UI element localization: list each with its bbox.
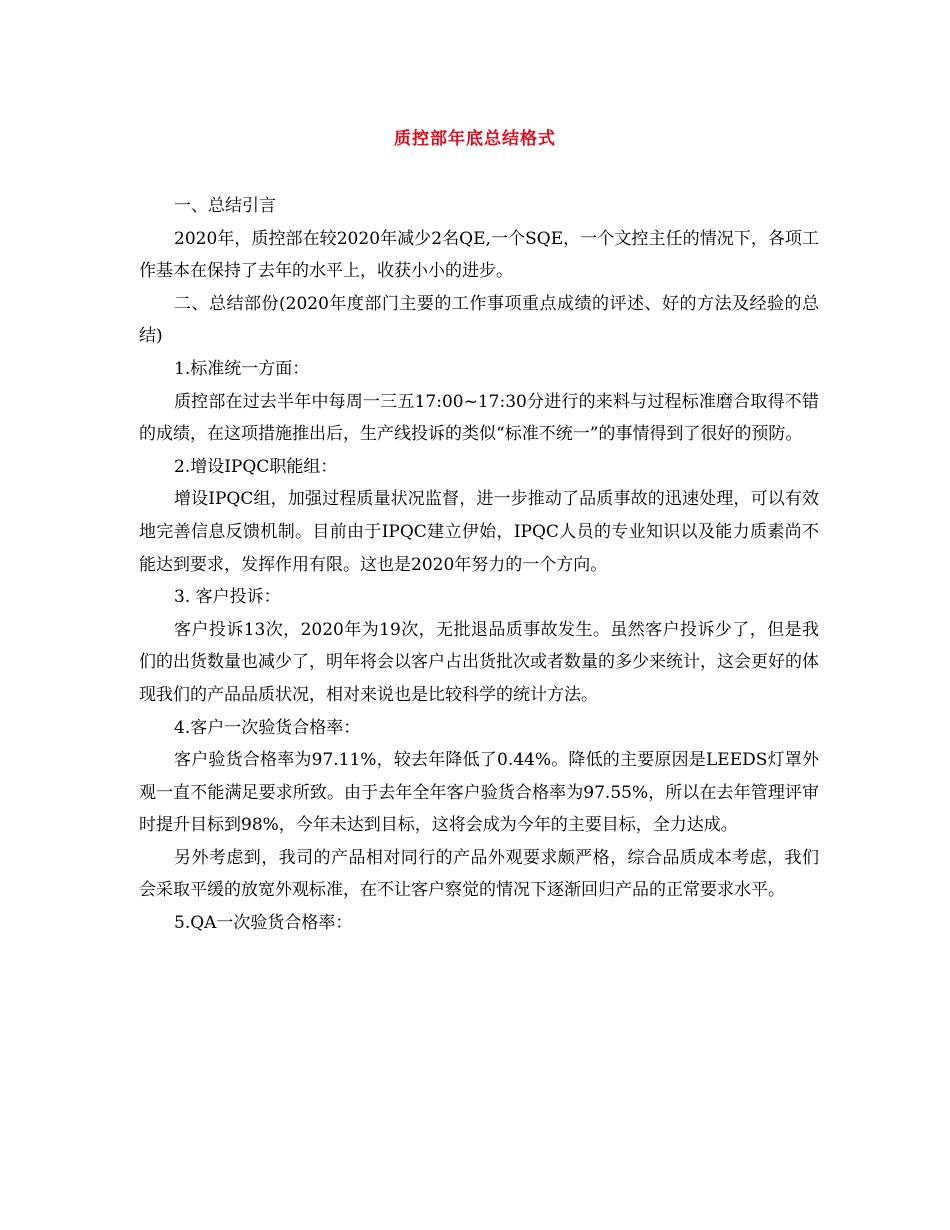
subheading-complaints: 3. 客户投诉： <box>174 587 281 608</box>
paragraph-complaints: 客户投诉13次，2020年为19次，无批退品质事故发生。虽然客户投诉少了，但是我们的出货数量也减少了，明年将会以客户占出货批次或者数量的多少来统计，这会更好的体现我们的产品品质状况，相对来说也是比较科学的统计方法。 <box>139 619 819 705</box>
paragraph-appearance-standards: 另外考虑到，我司的产品相对同行的产品外观要求颇严格，综合品质成本考虑，我们会采取平缓的放宽外观标准，在不让客户察觉的情况下逐渐回归产品的正常要求水平。 <box>139 847 819 901</box>
subheading-ipqc: 2.增设IPQC职能组： <box>174 456 338 477</box>
paragraph-intro: 2020年，质控部在较2020年减少2名QE,一个SQE，一个文控主任的情况下，各项工作基本在保持了去年的水平上，收获小小的进步。 <box>139 228 819 282</box>
section-heading-summary: 二、总结部份(2020年度部门主要的工作事项重点成绩的评述、好的方法及经验的总结) <box>139 293 819 347</box>
document-title: 质控部年底总结格式 <box>394 129 556 149</box>
paragraph-ipqc: 增设IPQC组，加强过程质量状况监督，进一步推动了品质事故的迅速处理，可以有效地完善信息反馈机制。目前由于IPQC建立伊始，IPQC人员的专业知识以及能力质素尚不能达到要求，发挥作用有限。这也是2020年努力的一个方向。 <box>139 489 819 575</box>
paragraph-standards: 质控部在过去半年中每周一三五17:00~17:30分进行的来料与过程标准磨合取得不错的成绩，在这项措施推出后，生产线投诉的类似“标准不统一”的事情得到了很好的预防。 <box>139 391 819 445</box>
paragraph-customer-pass-rate: 客户验货合格率为97.11%，较去年降低了0.44%。降低的主要原因是LEEDS灯罩外观一直不能满足要求所致。由于去年全年客户验货合格率为97.55%，所以在去年管理评审时提升目标到98%，今年未达到目标，这将会成为今年的主要目标，全力达成。 <box>139 750 819 836</box>
document-body <box>139 190 819 940</box>
subheading-customer-pass-rate: 4.客户一次验货合格率： <box>174 717 361 738</box>
subheading-standards: 1.标准统一方面： <box>174 358 310 379</box>
subheading-qa-pass-rate: 5.QA一次验货合格率： <box>174 913 353 934</box>
section-heading-intro: 一、总结引言 <box>174 196 276 216</box>
